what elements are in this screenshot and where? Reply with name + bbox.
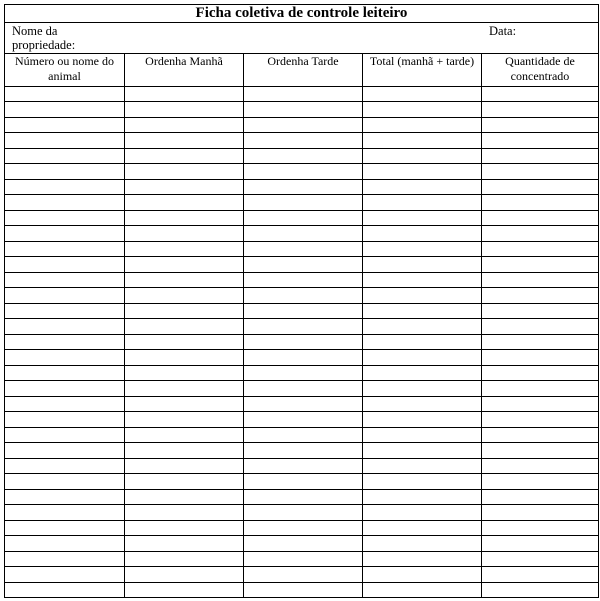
table-row-line xyxy=(5,179,598,180)
column-divider xyxy=(481,53,482,598)
table-row-line xyxy=(5,225,598,226)
column-divider xyxy=(243,53,244,598)
property-name-label: Nome da propriedade: xyxy=(12,24,76,52)
table-row-line xyxy=(5,272,598,273)
table-row-line xyxy=(5,318,598,319)
table-row-line xyxy=(5,380,598,381)
table-row-line xyxy=(5,117,598,118)
table-row-line xyxy=(5,442,598,443)
divider xyxy=(5,22,598,23)
table-row-line xyxy=(5,303,598,304)
table-row-line xyxy=(5,396,598,397)
column-divider xyxy=(362,53,363,598)
column-header-total: Total (manhã + tarde) xyxy=(369,54,475,68)
table-row-line xyxy=(5,504,598,505)
table-row-line xyxy=(5,520,598,521)
table-row-line xyxy=(5,86,598,87)
table-row-line xyxy=(5,551,598,552)
table-row-line xyxy=(5,210,598,211)
column-divider xyxy=(124,53,125,598)
table-row-line xyxy=(5,427,598,428)
table-row-line xyxy=(5,287,598,288)
table-row-line xyxy=(5,148,598,149)
table-row-line xyxy=(5,365,598,366)
milk-control-form xyxy=(4,4,599,598)
date-label: Data: xyxy=(489,24,517,38)
table-row-line xyxy=(5,256,598,257)
table-row-line xyxy=(5,132,598,133)
table-row-line xyxy=(5,241,598,242)
table-row-line xyxy=(5,334,598,335)
table-row-line xyxy=(5,535,598,536)
table-row-line xyxy=(5,582,598,583)
table-row-line xyxy=(5,566,598,567)
table-row-line xyxy=(5,349,598,350)
table-row-line xyxy=(5,163,598,164)
table-row-line xyxy=(5,473,598,474)
table-row-line xyxy=(5,194,598,195)
table-row-line xyxy=(5,411,598,412)
table-row-line xyxy=(5,458,598,459)
form-title: Ficha coletiva de controle leiteiro xyxy=(195,5,408,21)
column-header-morning: Ordenha Manhã xyxy=(145,54,223,68)
column-header-concentrate: Quantidade de concentrado xyxy=(505,54,575,83)
table-row-line xyxy=(5,489,598,490)
column-header-animal: Número ou nome do animal xyxy=(15,54,114,83)
column-header-afternoon: Ordenha Tarde xyxy=(267,54,339,68)
table-row-line xyxy=(5,101,598,102)
